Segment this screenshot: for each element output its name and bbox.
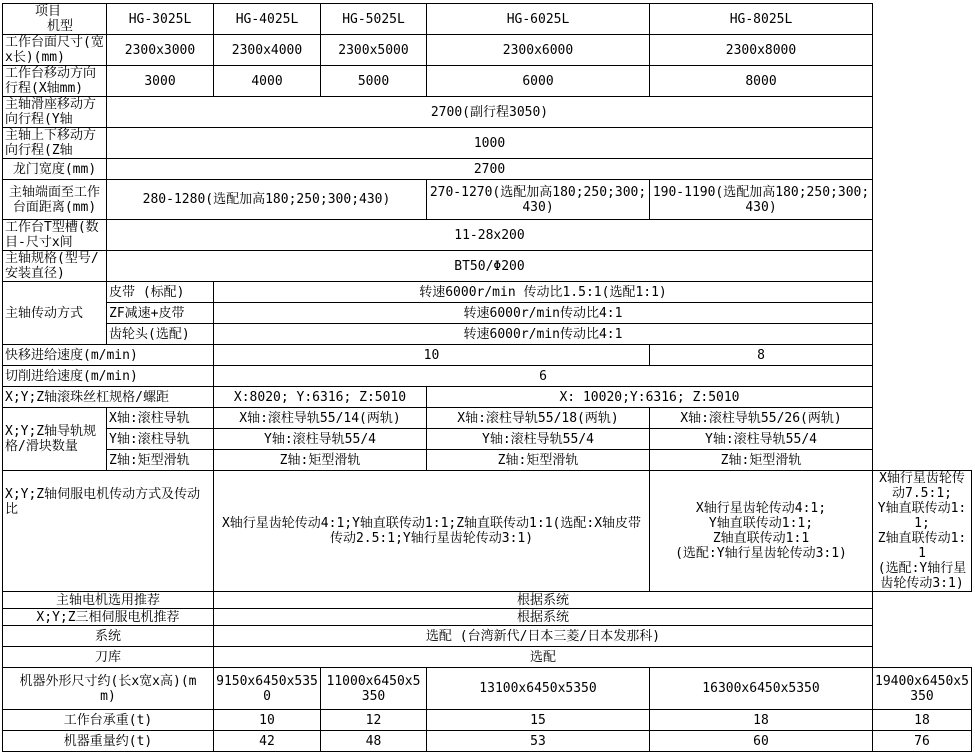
table-cell: 转速6000r/min 传动比1.5:1(选配1:1): [214, 282, 873, 303]
table-row: [3, 387, 972, 408]
table-cell: X: 10020;Y:6316; Z:5010: [427, 387, 873, 408]
table-row: [3, 710, 972, 731]
table-cell: 12: [321, 710, 427, 731]
table-row: [3, 128, 972, 159]
table-cell: 11000x6450x5350: [321, 668, 427, 710]
model-hg-8025l: HG-8025L: [650, 4, 873, 35]
table-cell: 13100x6450x5350: [427, 668, 650, 710]
table-cell: X轴:滚柱导轨55/18(两轨): [427, 408, 650, 429]
row-label-z-travel: 主轴上下移动方向行程(Z轴: [3, 128, 107, 159]
table-cell: 2700(副行程3050): [107, 97, 873, 128]
row-label-spindle-spec: 主轴规格(型号/安装直径): [3, 251, 107, 282]
table-row: [3, 668, 972, 710]
row-label-ballscrew: X;Y;Z轴滚珠丝杠规格/螺距: [3, 387, 214, 408]
table-cell: 42: [214, 731, 321, 752]
table-row: [3, 97, 972, 128]
row-label-table-size: 工作台面尺寸(宽x长)(mm): [3, 35, 107, 66]
table-cell: 10: [214, 345, 650, 366]
table-row: [3, 345, 972, 366]
table-cell: 转速6000r/min传动比4:1: [214, 324, 873, 345]
table-row: [3, 471, 972, 592]
row-label-servo-motor: X;Y;Z三相伺服电机推荐: [3, 609, 214, 626]
table-row: [3, 731, 972, 752]
table-cell: 60: [650, 731, 873, 752]
table-cell: 2700: [107, 159, 873, 180]
table-cell: X轴:滚柱导轨55/14(两轨): [214, 408, 427, 429]
row-label-x-travel: 工作台移动方向行程(X轴mm): [3, 66, 107, 97]
table-cell: 2300x4000: [214, 35, 321, 66]
table-row: [3, 609, 972, 626]
table-row: [3, 592, 972, 609]
table-cell: 2300x3000: [107, 35, 214, 66]
table-cell: 根据系统: [214, 609, 873, 626]
spec-table: [2, 3, 972, 752]
table-cell: 5000: [321, 66, 427, 97]
model-hg-3025l: HG-3025L: [107, 4, 214, 35]
table-cell: 9150x6450x5350: [214, 668, 321, 710]
table-cell: 3000: [107, 66, 214, 97]
table-cell: Y轴:滚柱导轨55/4: [214, 429, 427, 450]
row-label-tool-magazine: 刀库: [3, 647, 214, 668]
table-cell: 280-1280(选配加高180;250;300;430): [107, 180, 427, 220]
drive-gear-label: 齿轮头(选配): [107, 324, 214, 345]
drive-belt-label: 皮带 (标配): [107, 282, 214, 303]
row-label-servo-drive: X;Y;Z轴伺服电机传动方式及传动比: [3, 471, 214, 592]
table-cell: 2300x5000: [321, 35, 427, 66]
table-row: [3, 450, 972, 471]
table-row: [3, 35, 972, 66]
row-label-rapid-feed: 快移进给速度(m/min): [3, 345, 214, 366]
table-cell: 8000: [650, 66, 873, 97]
table-row: [3, 366, 972, 387]
table-row: [3, 626, 972, 647]
table-cell: 16300x6450x5350: [650, 668, 873, 710]
table-cell: Z轴:矩型滑轨: [214, 450, 427, 471]
row-label-machine-weight: 机器重量约(t): [3, 731, 214, 752]
table-cell: X轴:滚柱导轨55/26(两轨): [650, 408, 873, 429]
table-cell: 选配 (台湾新代/日本三菱/日本发那科): [214, 626, 873, 647]
table-row: [3, 408, 972, 429]
table-row: [3, 180, 972, 220]
table-cell: 根据系统: [214, 592, 873, 609]
model-hg-6025l: HG-6025L: [427, 4, 650, 35]
table-cell: 6000: [427, 66, 650, 97]
table-cell: 48: [321, 731, 427, 752]
table-cell: 11-28x200: [107, 220, 873, 251]
header-item: 项目: [35, 4, 62, 19]
table-cell: 2300x8000: [650, 35, 873, 66]
table-cell: 18: [650, 710, 873, 731]
row-label-drive-mode: 主轴传动方式: [3, 282, 107, 345]
table-cell: 18: [873, 710, 972, 731]
table-cell: Z轴:矩型滑轨: [427, 450, 650, 471]
table-cell: 转速6000r/min传动比4:1: [214, 303, 873, 324]
table-cell: 2300x6000: [427, 35, 650, 66]
table-row: [3, 429, 972, 450]
table-cell: 15: [427, 710, 650, 731]
table-cell: Y轴:滚柱导轨55/4: [650, 429, 873, 450]
row-label-cutting-feed: 切削进给速度(m/min): [3, 366, 214, 387]
table-cell: 53: [427, 731, 650, 752]
header-model: 机型: [47, 19, 74, 34]
drive-zf-label: ZF减速+皮带: [107, 303, 214, 324]
row-label-dimensions: 机器外形尺寸约(长x宽x高)(mm): [3, 668, 214, 710]
table-cell: 76: [873, 731, 972, 752]
table-cell: Y轴:滚柱导轨55/4: [427, 429, 650, 450]
table-cell: Y轴:滚柱导轨: [107, 429, 214, 450]
table-row: [3, 282, 972, 303]
table-cell: 8: [650, 345, 873, 366]
table-cell: 6: [214, 366, 873, 387]
table-cell: 190-1190(选配加高180;250;300;430): [650, 180, 873, 220]
row-label-table-load: 工作台承重(t): [3, 710, 214, 731]
table-cell: 选配: [214, 647, 873, 668]
table-cell: BT50/Φ200: [107, 251, 873, 282]
table-cell: 1000: [107, 128, 873, 159]
row-label-gantry-width: 龙门宽度(mm): [3, 159, 107, 180]
table-cell: 4000: [214, 66, 321, 97]
row-label-spindle-motor: 主轴电机选用推荐: [3, 592, 214, 609]
table-cell: Z轴:矩型滑轨: [107, 450, 214, 471]
table-cell: 19400x6450x5350: [873, 668, 972, 710]
row-label-y-travel: 主轴滑座移动方向行程(Y轴: [3, 97, 107, 128]
header-cell: [3, 4, 107, 35]
table-row: [3, 303, 972, 324]
table-cell: X轴行星齿轮传动4:1;Y轴直联传动1:1;Z轴直联传动1:1(选配:X轴皮带传动2.5:1;Y轴行星齿轮传动3:1): [214, 471, 650, 592]
table-row: [3, 159, 972, 180]
table-cell: Z轴:矩型滑轨: [650, 450, 873, 471]
table-row: [3, 324, 972, 345]
table-cell: X轴:滚柱导轨: [107, 408, 214, 429]
table-row: [3, 66, 972, 97]
model-hg-4025l: HG-4025L: [214, 4, 321, 35]
header-row: [3, 4, 972, 35]
table-row: [3, 220, 972, 251]
row-label-spindle-distance: 主轴端面至工作台面距离(mm): [3, 180, 107, 220]
model-hg-5025l: HG-5025L: [321, 4, 427, 35]
table-row: [3, 251, 972, 282]
table-row: [3, 647, 972, 668]
row-label-system: 系统: [3, 626, 214, 647]
table-cell: X轴行星齿轮传动7.5:1; Y轴直联传动1:1; Z轴直联传动1:1 (选配:Y轴行星齿轮传动3:1): [873, 471, 972, 592]
row-label-guide: X;Y;Z轴导轨规格/滑块数量: [3, 408, 107, 471]
table-cell: X轴行星齿轮传动4:1; Y轴直联传动1:1; Z轴直联传动1:1 (选配:Y轴行星齿轮传动3:1): [650, 471, 873, 592]
table-cell: 10: [214, 710, 321, 731]
table-cell: 270-1270(选配加高180;250;300;430): [427, 180, 650, 220]
table-cell: X:8020; Y:6316; Z:5010: [214, 387, 427, 408]
row-label-t-slot: 工作台T型槽(数目-尺寸x间: [3, 220, 107, 251]
